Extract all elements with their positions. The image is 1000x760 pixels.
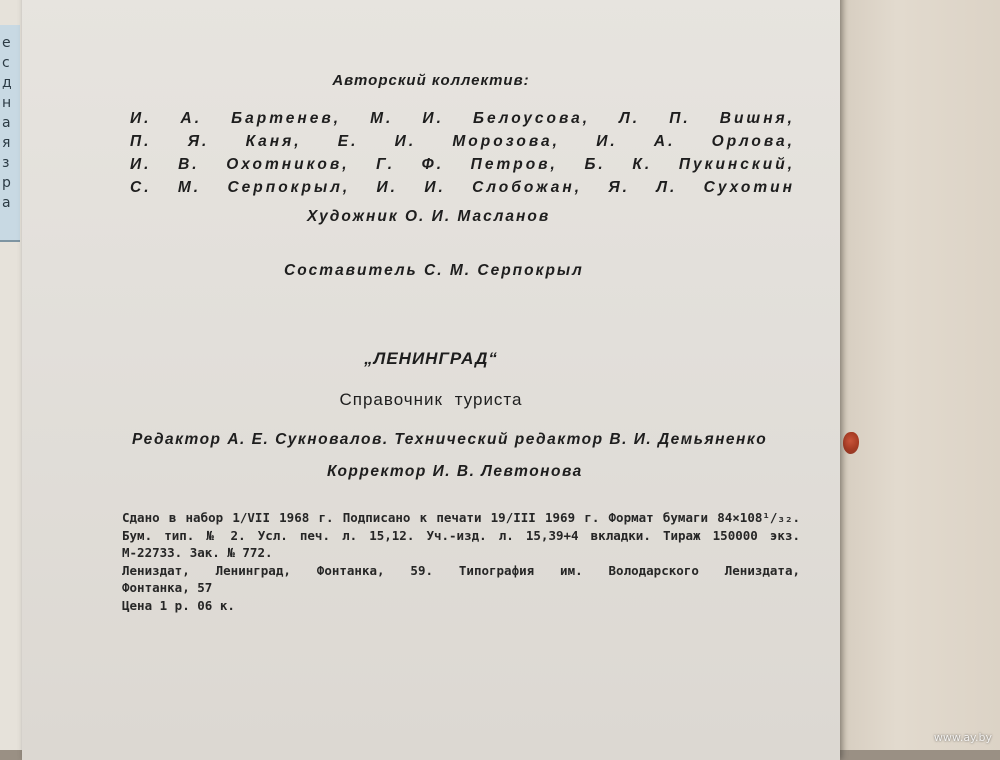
fragment-char: а — [2, 195, 11, 211]
left-book-printed-strip — [0, 25, 20, 242]
authors-row: И. А. Бартенев, М. И. Белоусова, Л. П. Вишня, — [130, 110, 795, 127]
left-book-text-fragment — [2, 33, 22, 213]
authors-list — [130, 107, 795, 199]
artist-credit: Художник О. И. Масланов — [307, 208, 551, 225]
authors-row: И. В. Охотников, Г. Ф. Петров, Б. К. Пукинский, — [130, 156, 795, 173]
fragment-char: д — [2, 75, 12, 91]
book-title: „ЛЕНИНГРАД“ — [364, 349, 498, 368]
right-facing-page — [828, 0, 1000, 750]
fragment-char: з — [2, 155, 10, 171]
imprint-line: Лениздат, Ленинград, Фонтанка, 59. Типография им. Володарского Лениздата, — [122, 562, 800, 578]
authors-row: С. М. Серпокрыл, И. И. Слобожан, Я. Л. Сухотин — [130, 179, 795, 196]
editors-credit: Редактор А. Е. Сукновалов. Технический редактор В. И. Демьяненко — [132, 431, 768, 448]
imprint-line: Цена 1 р. 06 к. — [122, 597, 235, 613]
authors-row: П. Я. Каня, Е. И. Морозова, И. А. Орлова, — [130, 133, 795, 150]
book-subtitle: Справочник туриста — [339, 390, 523, 409]
corrector-credit: Корректор И. В. Левтонова — [327, 463, 583, 480]
fragment-char: р — [2, 175, 11, 191]
site-watermark: www.ay.by — [933, 731, 992, 744]
imprint-line: Сдано в набор 1/VII 1968 г. Подписано к печати 19/III 1969 г. Формат бумаги 84×108¹/₃₂. — [122, 510, 800, 525]
imprint-line: Фонтанка, 57 — [122, 580, 213, 595]
collective-heading: Авторский коллектив: — [332, 72, 530, 89]
compiler-credit: Составитель С. М. Серпокрыл — [284, 262, 584, 279]
fragment-char: с — [2, 55, 10, 71]
book-page — [22, 0, 840, 760]
imprint-block — [122, 509, 800, 614]
fragment-char: н — [2, 95, 12, 111]
fragment-char: е — [2, 35, 11, 51]
fragment-char: я — [2, 135, 11, 151]
imprint-line: Бум. тип. № 2. Усл. печ. л. 15,12. Уч.-изд. л. 15,39+4 вкладки. Тираж 150000 экз. — [122, 527, 800, 543]
fragment-char: а — [2, 115, 11, 131]
imprint-line: М-22733. Зак. № 772. — [122, 545, 273, 560]
